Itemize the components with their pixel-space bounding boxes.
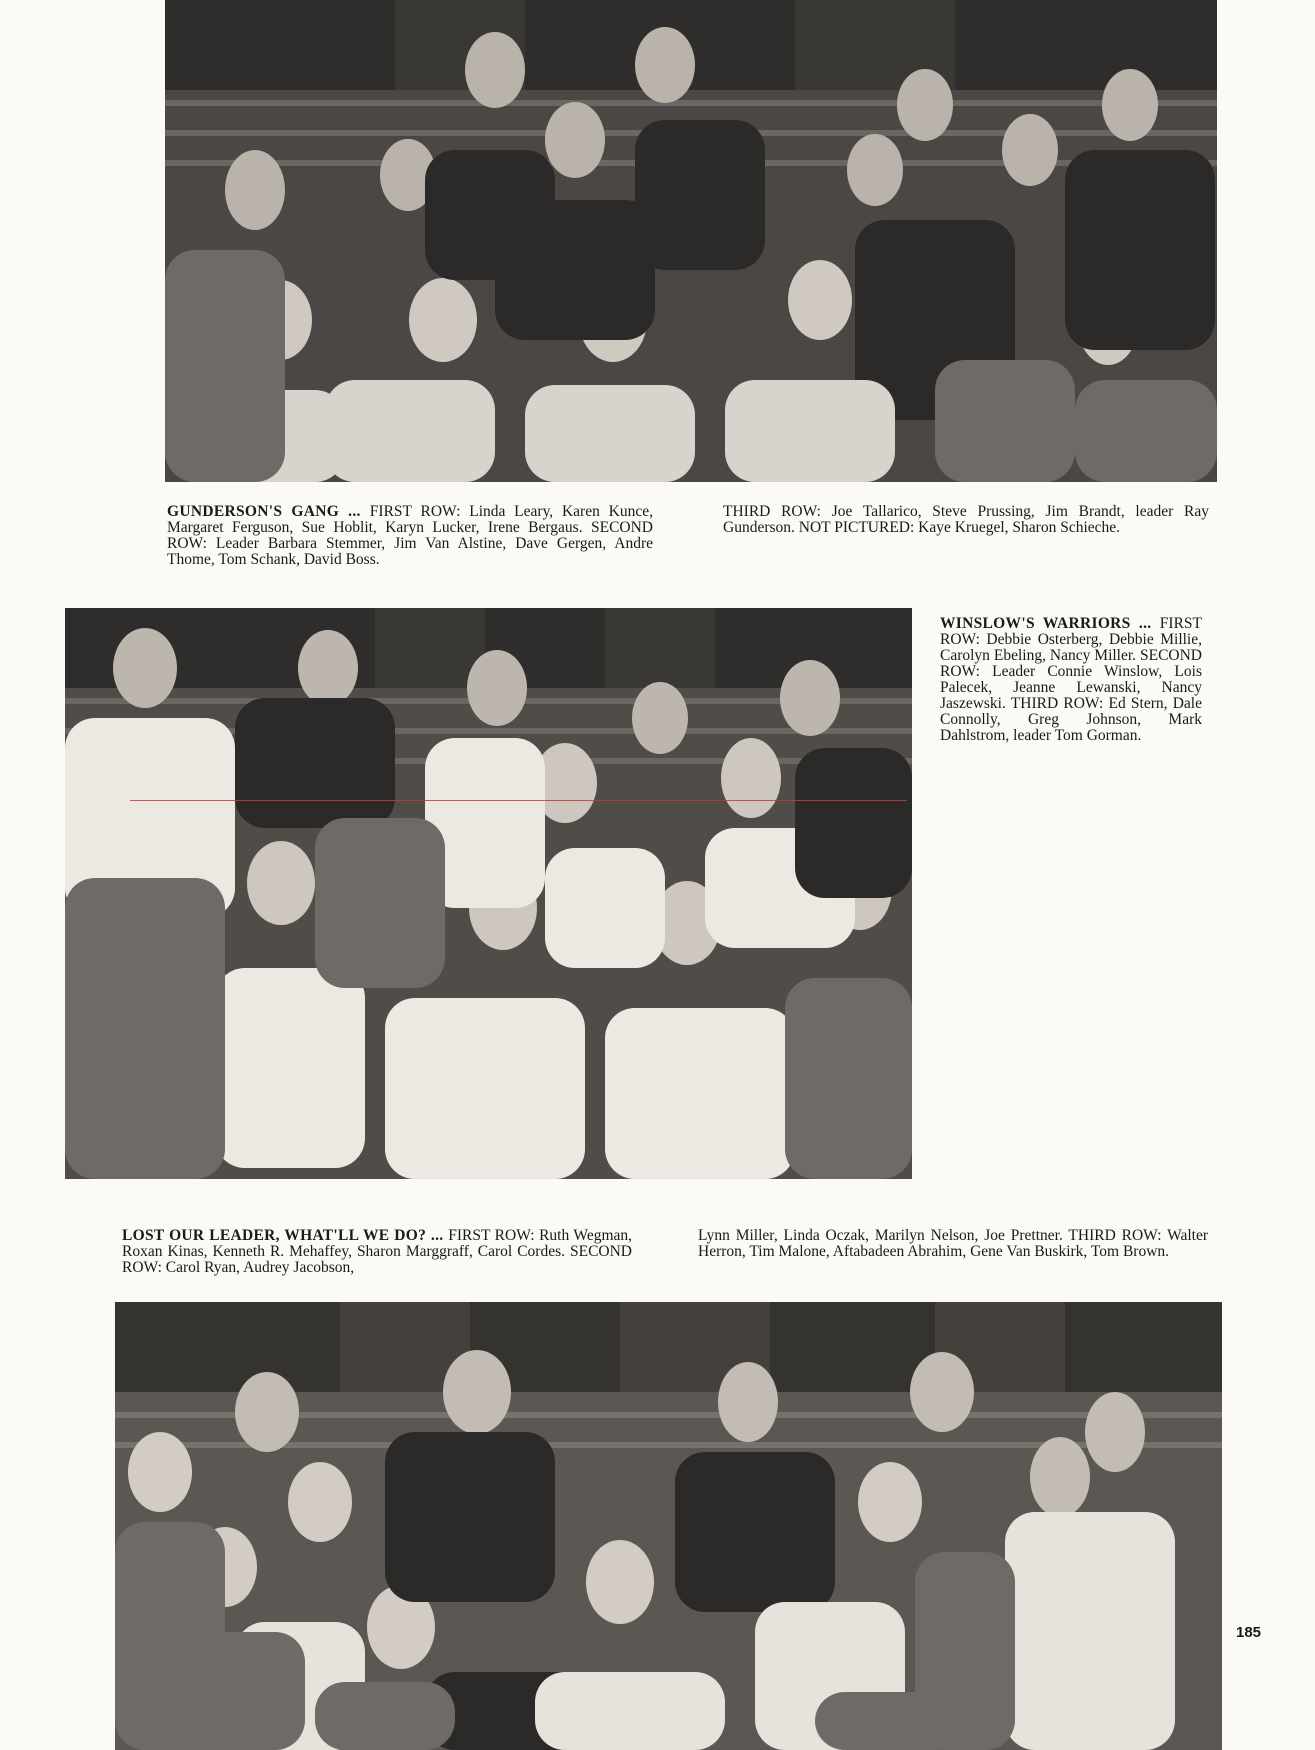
scan-artifact-line bbox=[130, 800, 907, 801]
group-photo-gunderson bbox=[165, 0, 1217, 482]
caption-title-gunderson: GUNDERSON'S GANG ... bbox=[167, 503, 370, 520]
caption-body-gunderson-right: THIRD ROW: Joe Tallarico, Steve Prussing, Jim Brandt, leader Ray Gunderson. NOT PICTURED: Kaye Kruegel, Sharon Schieche. bbox=[723, 503, 1209, 536]
page-number: 185 bbox=[1236, 1624, 1262, 1641]
caption-lost-leader-right bbox=[698, 1228, 1208, 1260]
caption-body-lost-leader-right: Lynn Miller, Linda Oczak, Marilyn Nelson, Joe Prettner. THIRD ROW: Walter Herron, Tim Malone, Aftabadeen Abrahim, Gene Van Buskirk, Tom Brown. bbox=[698, 1227, 1208, 1260]
caption-body-winslow: FIRST ROW: Debbie Osterberg, Debbie Millie, Carolyn Ebeling, Nancy Miller. SECOND ROW: Leader Connie Winslow, Lois Palecek, Jeanne Lewanski, Nancy Jaszewski. THIRD ROW: Ed Stern, Dale Connolly, Greg Johnson, Mark Dahlstrom, leader Tom Gorman. bbox=[940, 615, 1202, 744]
group-photo-winslow bbox=[65, 608, 912, 1179]
caption-lost-leader-left bbox=[122, 1228, 632, 1276]
caption-title-lost-leader: LOST OUR LEADER, WHAT'LL WE DO? ... bbox=[122, 1227, 449, 1244]
caption-title-winslow: WINSLOW'S WARRIORS ... bbox=[940, 615, 1160, 632]
caption-gunderson-right bbox=[723, 504, 1209, 536]
group-photo-lost-leader bbox=[115, 1302, 1222, 1750]
caption-winslow bbox=[940, 616, 1202, 744]
caption-body-lost-leader-left: FIRST ROW: Ruth Wegman, Roxan Kinas, Kenneth R. Mehaffey, Sharon Marggraff, Carol Cordes. SECOND ROW: Carol Ryan, Audrey Jacobson, bbox=[122, 1227, 633, 1276]
caption-body-gunderson-left: FIRST ROW: Linda Leary, Karen Kunce, Margaret Ferguson, Sue Hoblit, Karyn Lucker, Irene Bergaus. SECOND ROW: Leader Barbara Stemmer, Jim Van Alstine, Dave Gergen, Andre Thome, Tom Schank, David Boss. bbox=[167, 503, 653, 568]
caption-gunderson-left bbox=[167, 504, 653, 568]
